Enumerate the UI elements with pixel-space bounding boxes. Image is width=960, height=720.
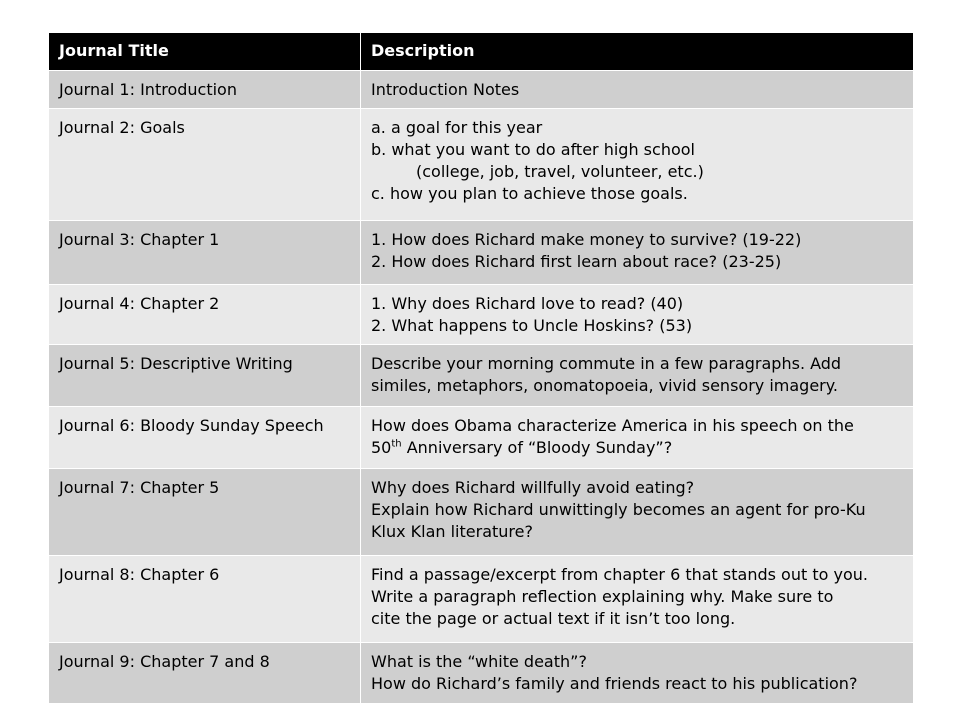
description-cell xyxy=(361,407,914,469)
description-cell xyxy=(361,71,914,109)
journal-title-cell: Journal 3: Chapter 1 xyxy=(49,221,361,285)
description-cell xyxy=(361,285,914,345)
journal-title-cell: Journal 7: Chapter 5 xyxy=(49,469,361,556)
description-line: Find a passage/excerpt from chapter 6 that stands out to you. xyxy=(371,565,868,584)
table-row xyxy=(49,109,914,221)
description-line: Klux Klan literature? xyxy=(371,522,533,541)
table-row xyxy=(49,469,914,556)
description-line: Explain how Richard unwittingly becomes an agent for pro-Ku xyxy=(371,500,866,519)
description-cell xyxy=(361,469,914,556)
description-line: 1. How does Richard make money to survive? (19-22) xyxy=(371,230,802,249)
anniversary-number: 50 xyxy=(371,438,392,457)
description-cell xyxy=(361,109,914,221)
description-line: (college, job, travel, volunteer, etc.) xyxy=(416,162,704,181)
journal-table xyxy=(48,32,914,704)
description-line: Describe your morning commute in a few paragraphs. Add xyxy=(371,354,842,373)
description-line: similes, metaphors, onomatopoeia, vivid sensory imagery. xyxy=(371,376,839,395)
journal-title-cell: Journal 8: Chapter 6 xyxy=(49,556,361,643)
journal-title-cell: Journal 1: Introduction xyxy=(49,71,361,109)
description-line: How do Richard’s family and friends react to his publication? xyxy=(371,674,858,693)
anniversary-text: Anniversary of “Bloody Sunday”? xyxy=(401,438,673,457)
description-line: Introduction Notes xyxy=(371,80,520,99)
journal-title-cell: Journal 4: Chapter 2 xyxy=(49,285,361,345)
journal-title-cell: Journal 6: Bloody Sunday Speech xyxy=(49,407,361,469)
table-row xyxy=(49,643,914,704)
description-line: a. a goal for this year xyxy=(371,118,543,137)
description-line: c. how you plan to achieve those goals. xyxy=(371,184,688,203)
description-line xyxy=(371,437,903,459)
description-line: b. what you want to do after high school xyxy=(371,140,695,159)
header-journal-title: Journal Title xyxy=(49,33,361,71)
description-cell xyxy=(361,345,914,407)
table-row xyxy=(49,221,914,285)
description-line: cite the page or actual text if it isn’t too long. xyxy=(371,609,736,628)
table-row xyxy=(49,71,914,109)
header-description: Description xyxy=(361,33,914,71)
journal-title-cell: Journal 2: Goals xyxy=(49,109,361,221)
table-row xyxy=(49,285,914,345)
table-row xyxy=(49,407,914,469)
description-line: Write a paragraph reflection explaining why. Make sure to xyxy=(371,587,834,606)
journal-title-cell: Journal 9: Chapter 7 and 8 xyxy=(49,643,361,704)
description-cell xyxy=(361,221,914,285)
description-cell xyxy=(361,643,914,704)
description-line: What is the “white death”? xyxy=(371,652,587,671)
journal-title-cell: Journal 5: Descriptive Writing xyxy=(49,345,361,407)
description-line: 2. How does Richard first learn about race? (23-25) xyxy=(371,252,782,271)
table-row xyxy=(49,556,914,643)
description-line: Why does Richard willfully avoid eating? xyxy=(371,478,695,497)
description-cell xyxy=(361,556,914,643)
table-row xyxy=(49,345,914,407)
description-line: 2. What happens to Uncle Hoskins? (53) xyxy=(371,316,693,335)
description-line: 1. Why does Richard love to read? (40) xyxy=(371,294,684,313)
ordinal-suffix: th xyxy=(391,438,402,450)
description-line: How does Obama characterize America in his speech on the xyxy=(371,416,854,435)
header-row xyxy=(49,33,914,71)
